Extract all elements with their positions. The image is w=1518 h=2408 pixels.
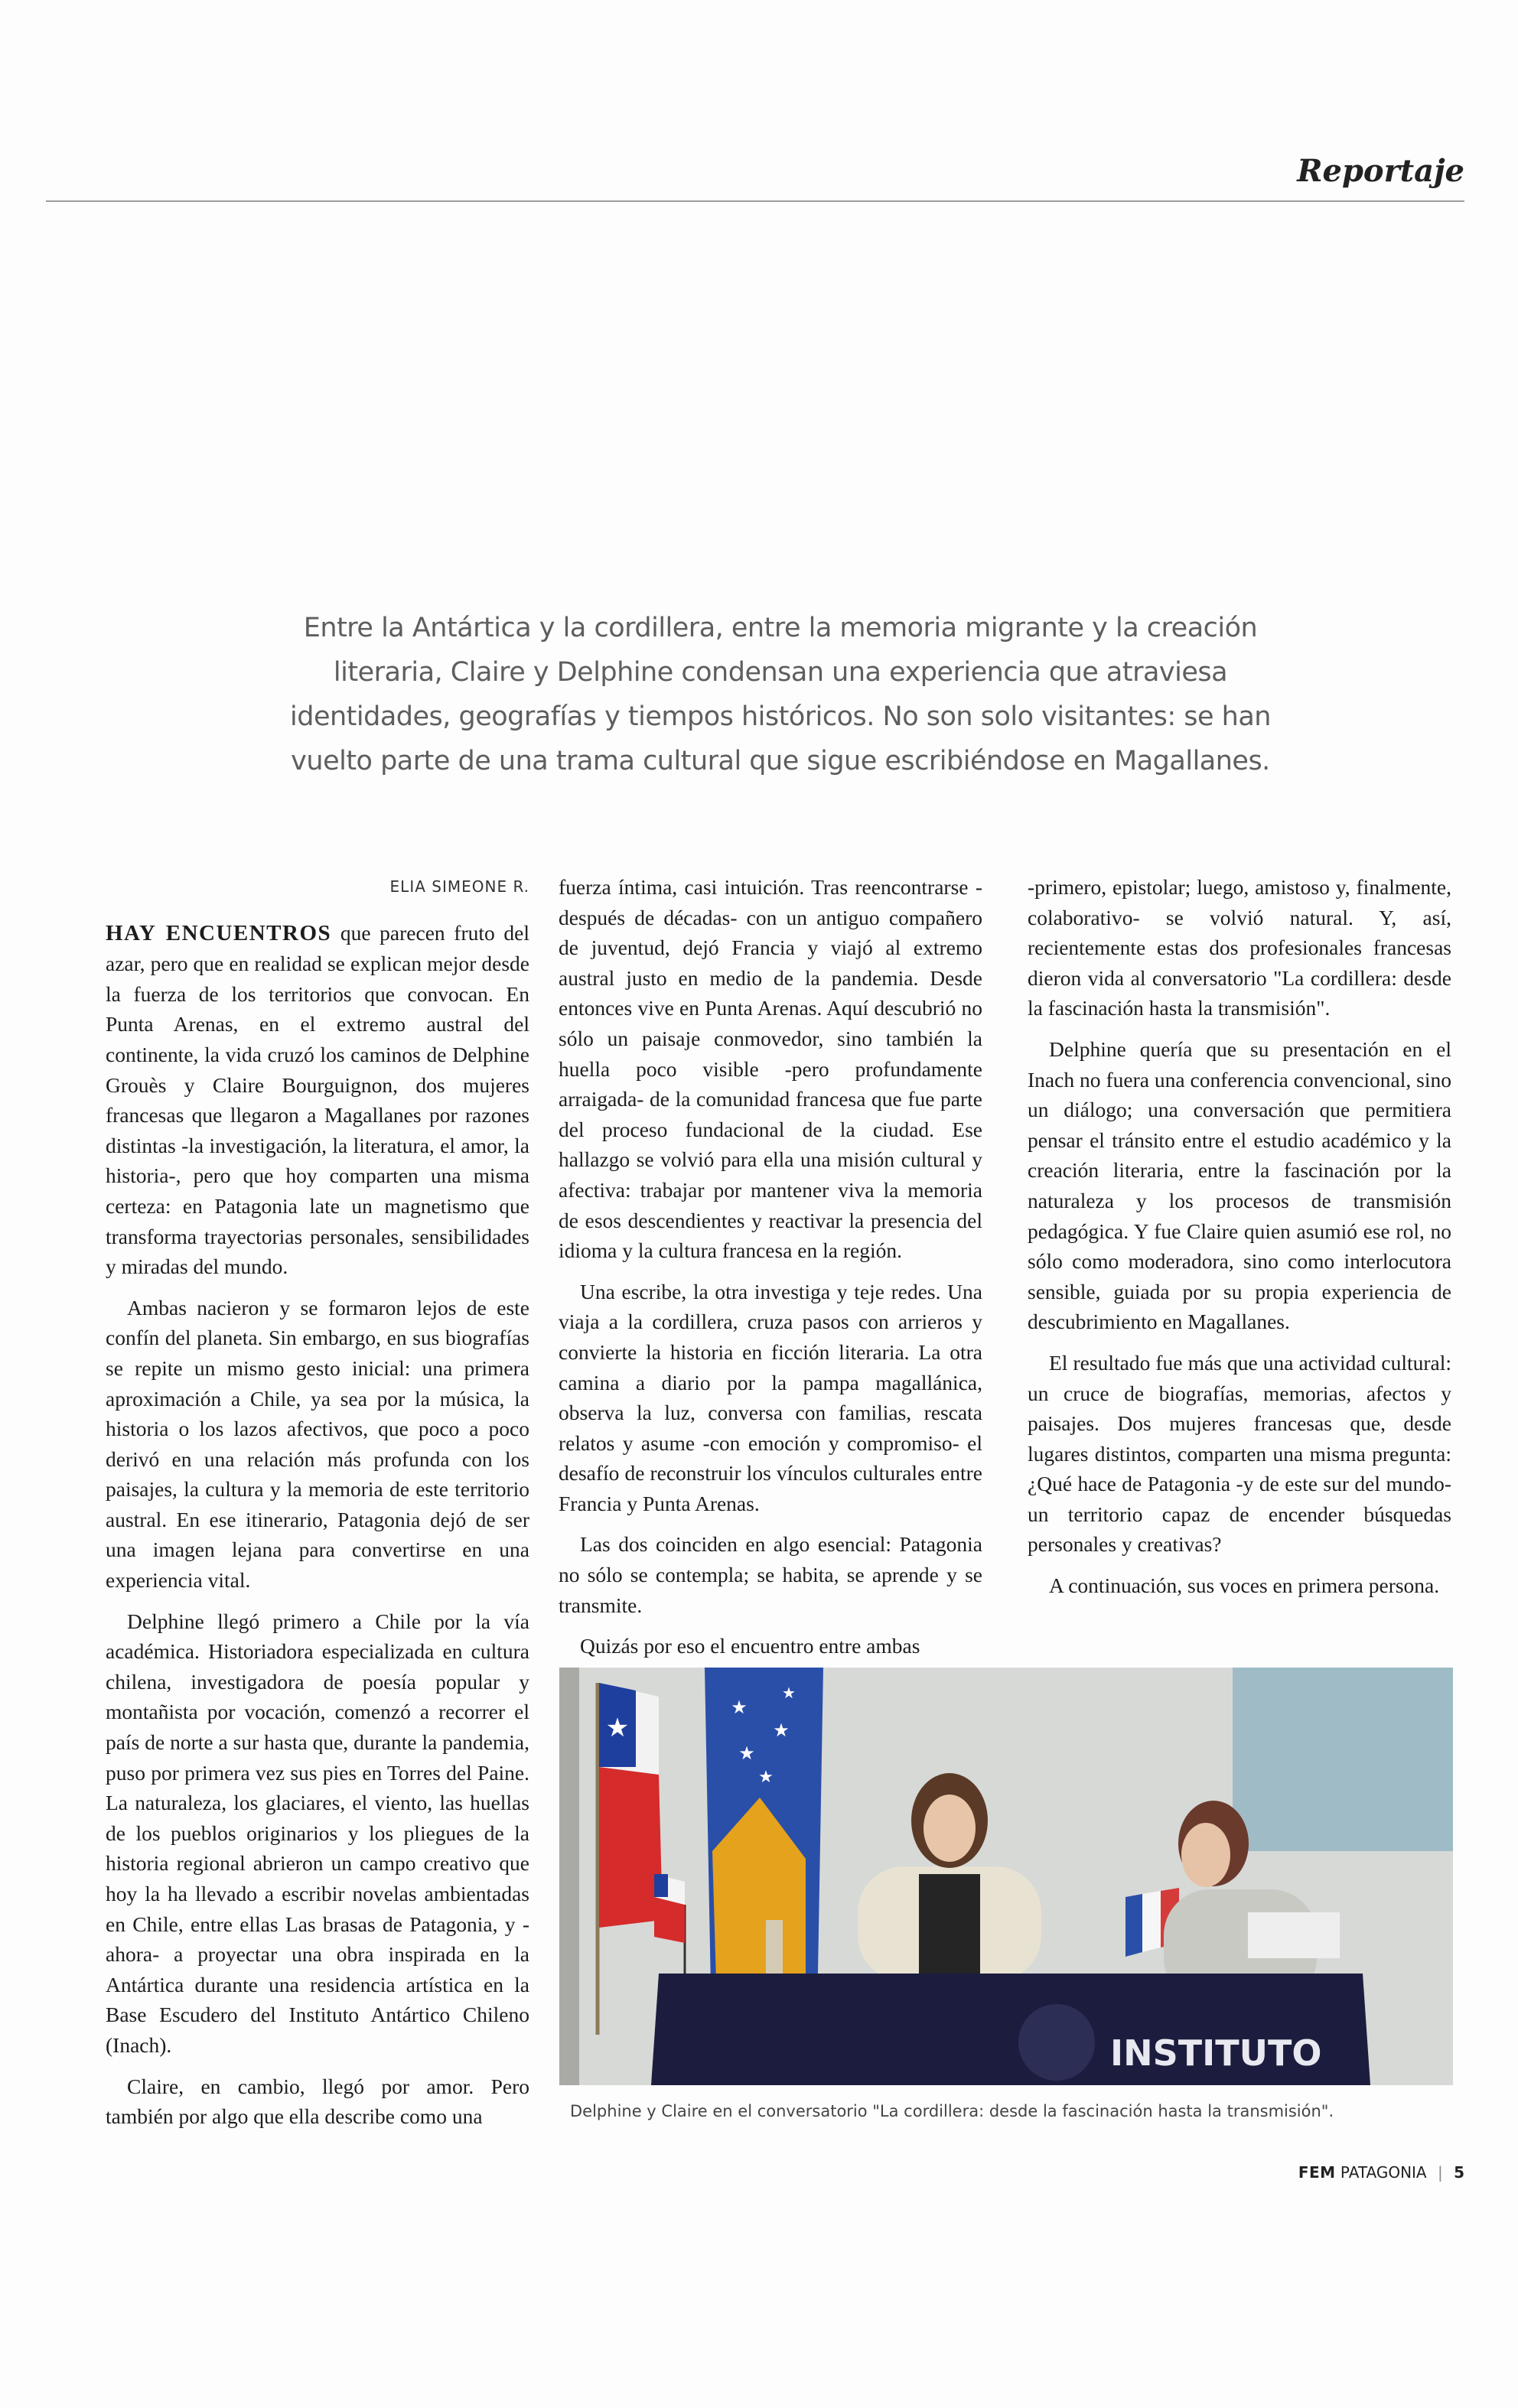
institute-logo-icon <box>1018 2004 1095 2081</box>
paragraph: -primero, epistolar; luego, amistoso y, finalmente, colaborativo- se volvió natural. Y, así, recientemente estas dos profesionales francesas dieron vida al conversatorio "La cordillera: desde la fascinación hasta la transmisión". <box>1028 875 1451 1020</box>
svg-text:★: ★ <box>758 1768 774 1787</box>
page-number: 5 <box>1454 2163 1464 2182</box>
svg-text:★: ★ <box>731 1697 748 1718</box>
paragraph: fuerza íntima, casi intuición. Tras reencontrarse -después de décadas- con un antiguo compañero de juventud, dejó Francia y viajó al extremo austral justo en medio de la pandemia. Desde entonces vive en Punta Arenas. Aquí descubrió no sólo un paisaje conmovedor, sino también la huella poco visible -pero profundamente arraigada- de la comunidad francesa que fue parte del proceso fundacional de la ciudad. Ese hallazgo se volvió para ella una misión cultural y afectiva: trabajar por mantener viva la memoria de esos descendientes y reactivar la presencia del idioma y la cultura francesa en la región. <box>559 875 982 1263</box>
paragraph: Quizás por eso el encuentro entre ambas <box>580 1634 920 1658</box>
article-column-1 <box>106 872 529 2132</box>
paragraph-text: que parecen fruto del azar, pero que en realidad se explican mejor desde la fuerza de los territorios que convocan. En Punta Arenas, en el extremo austral del continente, la vida cruzó los caminos de Delphine Grouès y Claire Bourguignon, dos mujeres francesas que llegaron a Magallanes por razones distintas -la investigación, la literatura, el amor, la historia-, pero que hoy comparten una misma certeza: en Patagonia late un magnetismo que transforma trayectorias personales, sensibilidades y miradas del mundo. <box>106 920 529 1279</box>
article-lead: Entre la Antártica y la cordillera, entre la memoria migrante y la creación literaria, Claire y Delphine condensan una experiencia que atraviesa identidades, geografías y tiempos históricos. No son solo visitantes: se han vuelto parte de una trama cultural que sigue escribiéndose en Magallanes. <box>290 613 1271 776</box>
paragraph: Ambas nacieron y se formaron lejos de este confín del planeta. Sin embargo, en sus biografías se repite un mismo gesto inicial: una primera aproximación a Chile, ya sea por la música, la historia o los lazos afectivos, que poco a poco derivó en una relación más profunda con los paisajes, la cultura y la memoria de este territorio austral. En ese itinerario, Patagonia dejó de ser una imagen lejana para convertirse en una experiencia vital. <box>106 1295 529 1593</box>
photo-caption: Delphine y Claire en el conversatorio "La cordillera: desde la fascinación hasta la transmisión". <box>570 2102 1334 2120</box>
magazine-brand: FEM <box>1298 2163 1336 2182</box>
paragraph: Una escribe, la otra investiga y teje redes. Una viaja a la cordillera, cruza pasos con arrieros y convierte la historia en ficción literaria. La otra camina a diario por la pampa magallánica, observa la luz, conversa con familias, rescata relatos y asume -con emoción y compromiso- el desafío de reconstruir los vínculos culturales entre Francia y Punta Arenas. <box>559 1279 982 1515</box>
paragraph: Delphine llegó primero a Chile por la vía académica. Historiadora especializada en cultura chilena, investigadora de poesía popular y montañista por vocación, comenzó a recorrer el país de norte a sur hasta que, durante la pandemia, puso por primera vez sus pies en Torres del Paine. La naturaleza, los glaciares, el viento, las huellas de los pueblos originarios y los pliegues de la historia regional abrieron un campo creativo que hoy la ha llevado a escribir novelas ambientadas en Chile, entre ellas Las brasas de Patagonia, y -ahora- a proyectar una obra inspirada en la Antártica durante una residencia artística en la Base Escudero del Instituto Antártico Chileno (Inach). <box>106 1609 529 2057</box>
magallanes-flag-icon <box>705 1668 823 1989</box>
paragraph <box>106 918 529 1282</box>
event-photo <box>559 1668 1453 2085</box>
paragraph: A continuación, sus voces en primera persona. <box>1049 1573 1440 1598</box>
svg-text:★: ★ <box>738 1743 755 1764</box>
article-column-2 <box>559 872 982 1661</box>
doorway <box>559 1668 579 2085</box>
chile-flag-icon <box>599 1683 663 1928</box>
water-jug <box>766 1920 783 1981</box>
lead-in-caps: HAY ENCUENTROS <box>106 920 332 945</box>
projection-screen <box>1233 1668 1453 1851</box>
paragraph: Las dos coinciden en algo esencial: Patagonia no sólo se contempla; se habita, se aprende y se transmite. <box>559 1532 982 1617</box>
section-label: Reportaje <box>1297 153 1464 189</box>
paragraph: El resultado fue más que una actividad cultural: un cruce de biografías, memorias, afectos y paisajes. Dos mujeres francesas que, desde lugares distintos, comparten una misma pregunta: ¿Qué hace de Patagonia -y de este sur del mundo- un territorio capaz de encender búsquedas personales y creativas? <box>1028 1350 1451 1557</box>
header-divider <box>46 200 1464 202</box>
svg-text:★: ★ <box>773 1720 790 1741</box>
table-banner-text: INSTITUTO <box>1110 2032 1322 2074</box>
svg-text:★: ★ <box>782 1684 796 1702</box>
page-footer <box>1298 2163 1464 2182</box>
photo-illustration <box>559 1668 1453 2085</box>
byline: ELIA SIMEONE R. <box>389 877 529 896</box>
svg-text:★: ★ <box>605 1713 630 1743</box>
article-column-3 <box>1028 872 1451 1601</box>
paragraph: Delphine quería que su presentación en el Inach no fuera una conferencia convencional, sino un diálogo; una conversación que permitiera pensar el tránsito entre el estudio académico y la creación literaria, entre la fascinación por la naturaleza y los procesos de transmisión pedagógica. Y fue Claire quien asumió ese rol, no sólo como moderadora, sino como interlocutora sensible, guiada por su propia experiencia de descubrimiento en Magallanes. <box>1028 1036 1451 1334</box>
paragraph: Claire, en cambio, llegó por amor. Pero también por algo que ella describe como una <box>106 2074 529 2129</box>
footer-separator: | <box>1437 2163 1443 2182</box>
magazine-section: PATAGONIA <box>1340 2163 1427 2182</box>
